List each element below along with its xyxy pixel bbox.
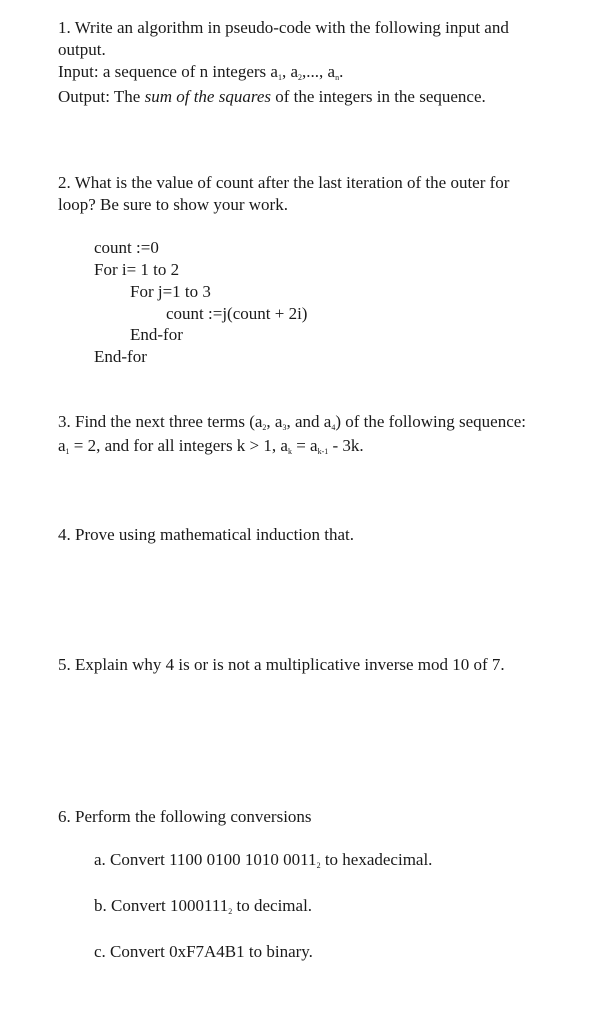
q1-input-line — [58, 61, 343, 83]
q3-line-1-sep-1: , a — [266, 412, 283, 431]
q2-code-line-1: count :=0 — [94, 238, 159, 257]
q1-input-sub-2: 2 — [298, 73, 303, 82]
q3-line-1-end: ) of the following sequence: — [335, 412, 527, 431]
q3-line-2-sub-1: 1 — [65, 447, 70, 456]
q2-code-line-6: End-for — [94, 347, 147, 366]
q3-line-2-lead: a — [58, 436, 66, 455]
q6-title: 6. Perform the following conversions — [58, 807, 312, 826]
q2-code-line-4: count :=j(count + 2i) — [166, 304, 308, 323]
q2-code-line-2: For i= 1 to 2 — [94, 260, 180, 279]
q5-text: 5. Explain why 4 is or is not a multiplicative inverse mod 10 of 7. — [58, 655, 505, 674]
q1-output-tail: of the integers in the sequence. — [270, 87, 486, 106]
q1-input-sep-2: ,..., a — [302, 62, 336, 81]
q6-item-b-tail: to decimal. — [232, 896, 313, 915]
q1-line-2: output. — [58, 40, 106, 59]
q3-line-2-end: - 3k. — [328, 436, 364, 455]
q1-input-end: . — [339, 62, 344, 81]
q4-text: 4. Prove using mathematical induction that. — [58, 525, 355, 544]
q3-line-2-sep-1: = 2, and for all integers k > 1, a — [69, 436, 288, 455]
q2-line-2: loop? Be sure to show your work. — [58, 195, 288, 214]
q3-line-1-sub-2: 2 — [262, 423, 267, 432]
q1-output-lead: Output: The — [58, 87, 145, 106]
q3-line-1-lead: 3. Find the next three terms (a — [58, 412, 263, 431]
q6-item-a-lead: a. Convert 1100 0100 1010 0011 — [94, 850, 317, 869]
q6-item-b-sub: 2 — [228, 907, 233, 916]
q3-line-1-sub-3: 3 — [282, 423, 287, 432]
q2-line-1: 2. What is the value of count after the last iteration of the outer for — [58, 173, 510, 192]
q6-item-a-sub: 2 — [316, 861, 321, 870]
q1-input-sub-1: 1 — [277, 73, 282, 82]
q1-input-lead: Input: a sequence of n integers a — [58, 62, 278, 81]
q3-line-2-sub-k-1: k-1 — [317, 447, 329, 456]
q6-item-c: c. Convert 0xF7A4B1 to binary. — [94, 942, 313, 961]
q2-code-line-5: End-for — [130, 325, 183, 344]
q6-item-b-lead: b. Convert 1000111 — [94, 896, 229, 915]
q1-line-1: 1. Write an algorithm in pseudo-code with the following input and — [58, 18, 509, 37]
q3-line-2 — [58, 435, 364, 457]
q6-item-b — [94, 895, 312, 917]
q6-item-a-tail: to hexadecimal. — [320, 850, 433, 869]
q3-line-2-sep-2: = a — [291, 436, 318, 455]
q3-line-1-sub-4: 4 — [331, 423, 336, 432]
q3-line-1 — [58, 411, 526, 433]
q1-input-sub-n: n — [335, 73, 340, 82]
q3-line-1-sep-2: , and a — [286, 412, 332, 431]
q2-code-line-3: For j=1 to 3 — [130, 282, 211, 301]
q1-output-emphasis: sum of the squares — [144, 87, 271, 106]
q1-output-line — [58, 86, 486, 108]
q3-line-2-sub-k: k — [287, 447, 292, 456]
q1-input-sep-1: , a — [281, 62, 299, 81]
q6-item-a — [94, 849, 432, 871]
